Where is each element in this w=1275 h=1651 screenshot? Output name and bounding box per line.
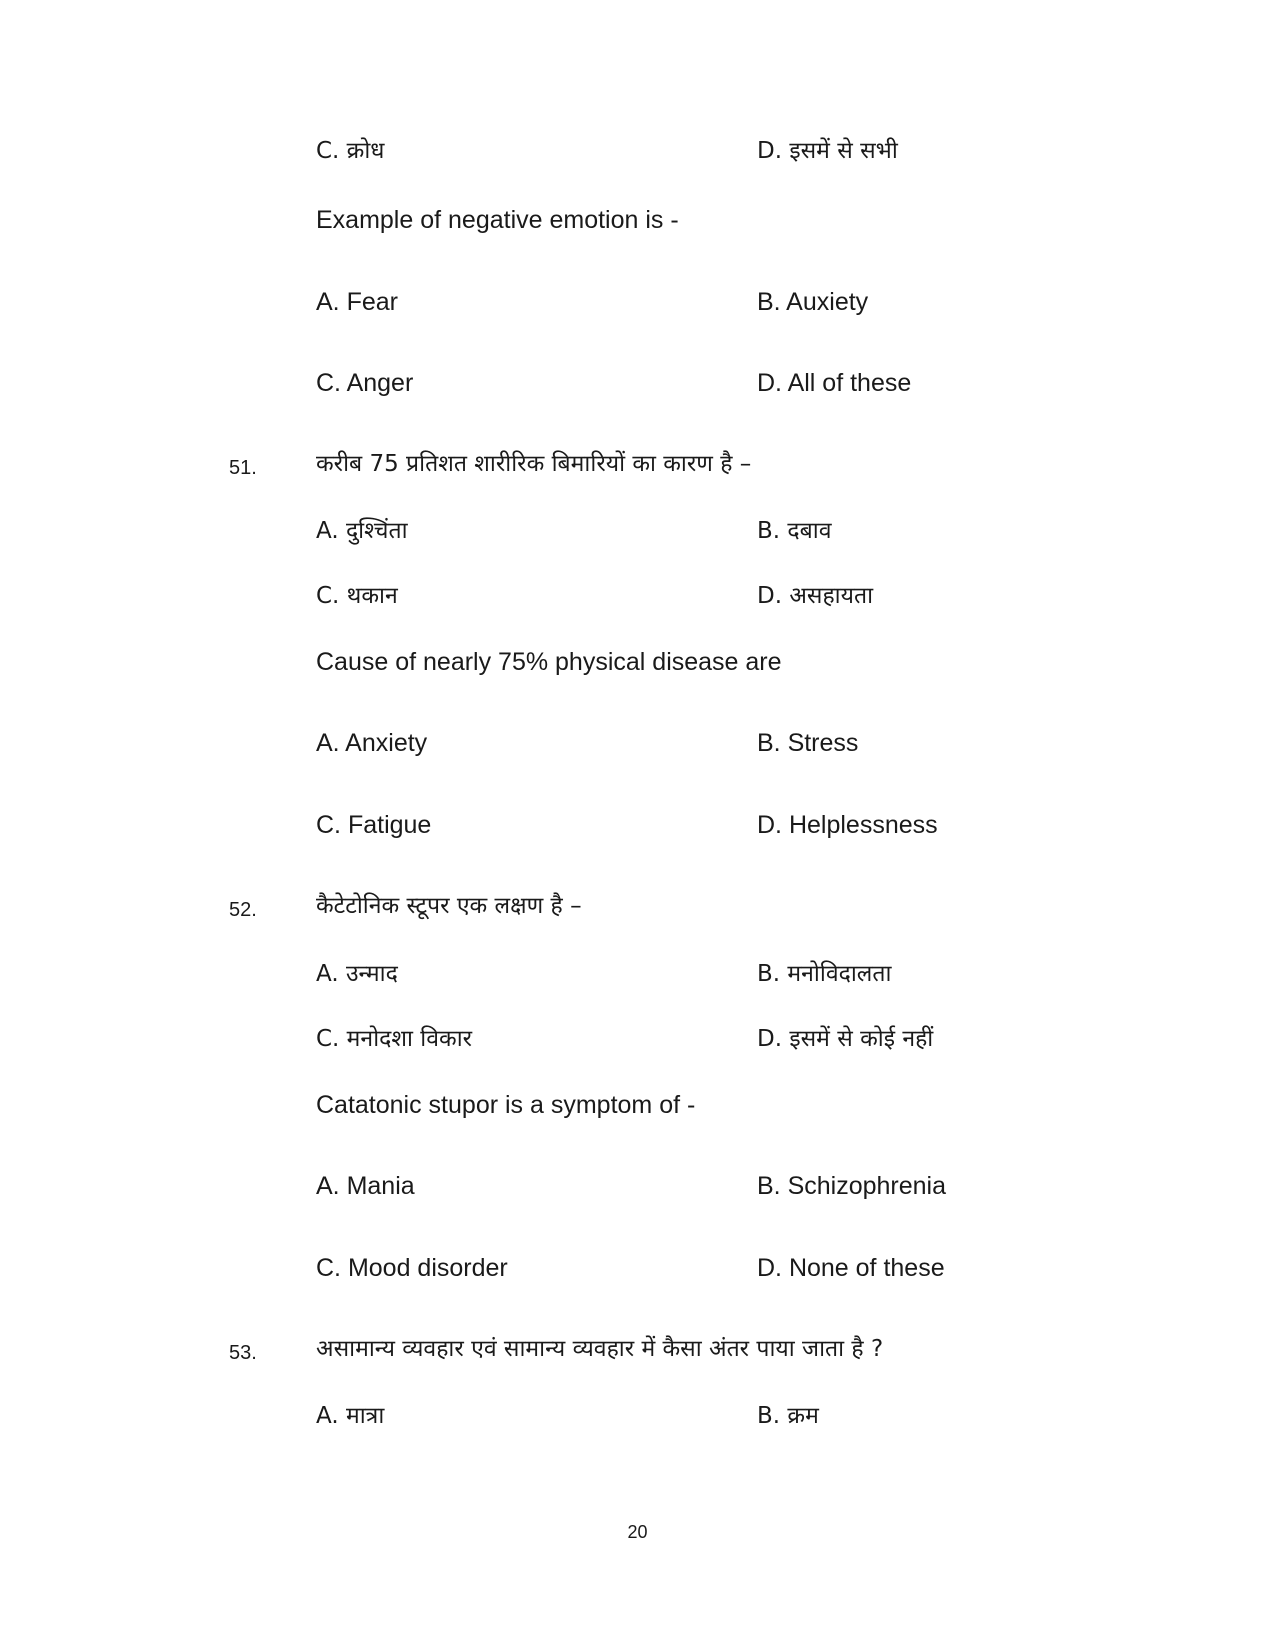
q52-english-option-b: B. Schizophrenia	[757, 1172, 947, 1200]
q52-hindi-option-b: B. मनोविदालता	[757, 961, 892, 987]
prev-hindi-option-d: D. इसमें से सभी	[757, 138, 898, 164]
q53-hindi-option-a: A. मात्रा	[316, 1403, 385, 1429]
q51-english-option-a: A. Anxiety	[316, 729, 428, 757]
q51-hindi-option-d: D. असहायता	[757, 583, 874, 609]
q51-english-option-c: C. Fatigue	[316, 811, 432, 839]
q51-hindi-question: करीब 75 प्रतिशत शारीरिक बिमारियों का कारण है –	[316, 451, 752, 477]
q52-english-option-a: A. Mania	[316, 1172, 415, 1200]
q51-hindi-option-b: B. दबाव	[757, 518, 832, 544]
q51-english-option-b: B. Stress	[757, 729, 859, 757]
q51-english-option-d: D. Helplessness	[757, 811, 938, 839]
prev-hindi-option-c: C. क्रोध	[316, 138, 385, 164]
q52-number: 52.	[229, 899, 257, 921]
prev-english-option-a: A. Fear	[316, 288, 398, 316]
q52-hindi-option-c: C. मनोदशा विकार	[316, 1026, 473, 1052]
prev-english-option-d: D. All of these	[757, 369, 912, 397]
q53-hindi-question: असामान्य व्यवहार एवं सामान्य व्यवहार में कैसा अंतर पाया जाता है ?	[316, 1336, 884, 1362]
q53-number: 53.	[229, 1342, 257, 1364]
q52-english-question: Catatonic stupor is a symptom of -	[316, 1091, 696, 1119]
q52-hindi-question: कैटेटोनिक स्टूपर एक लक्षण है –	[316, 893, 582, 919]
q52-english-option-d: D. None of these	[757, 1254, 945, 1282]
q53-hindi-option-b: B. क्रम	[757, 1403, 819, 1429]
q51-hindi-option-c: C. थकान	[316, 583, 398, 609]
q52-hindi-option-d: D. इसमें से कोई नहीं	[757, 1026, 934, 1052]
page-number: 20	[627, 1522, 648, 1542]
q52-english-option-c: C. Mood disorder	[316, 1254, 508, 1282]
q51-number: 51.	[229, 457, 257, 479]
prev-english-question: Example of negative emotion is -	[316, 206, 679, 234]
q51-hindi-option-a: A. दुश्चिंता	[316, 518, 408, 544]
q52-hindi-option-a: A. उन्माद	[316, 961, 398, 987]
q51-english-question: Cause of nearly 75% physical disease are	[316, 648, 782, 676]
prev-english-option-b: B. Auxiety	[757, 288, 869, 316]
prev-english-option-c: C. Anger	[316, 369, 414, 397]
